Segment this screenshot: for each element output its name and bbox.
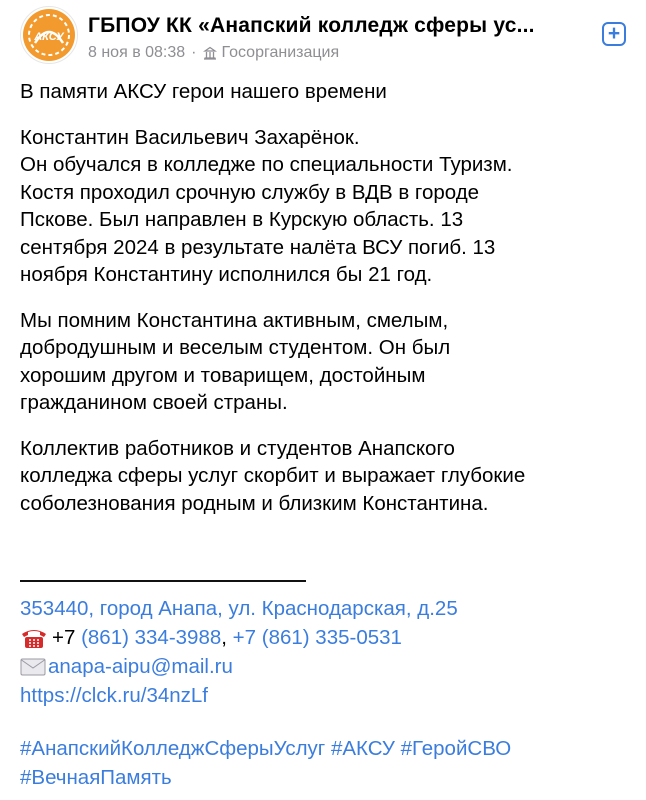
hashtag-link[interactable]: #ВечнаяПамять: [20, 766, 172, 789]
phone-line: [20, 623, 458, 652]
hashtag-link[interactable]: #АКСУ: [330, 737, 395, 760]
email-link[interactable]: anapa-aipu@mail.ru: [48, 655, 233, 678]
url-line: [20, 681, 458, 710]
avatar-text: АКСУ: [34, 31, 64, 43]
phone-prefix: +7: [52, 626, 76, 649]
text-line: Коллектив работников и студентов Анапского: [20, 436, 455, 460]
short-url-link[interactable]: https://clck.ru/34nzLf: [20, 684, 209, 707]
hashtag-line: [20, 734, 511, 763]
text-line: Он обучался в колледже по специальности Туризм.: [20, 153, 513, 176]
post-date[interactable]: 8 ноя в 08:38: [88, 44, 186, 61]
phone-2-link[interactable]: +7 (861) 335-0531: [232, 626, 402, 649]
org-type-label: Госорганизация: [221, 44, 340, 61]
telephone-icon: [20, 627, 48, 649]
envelope-icon: [20, 658, 46, 676]
college-logo-icon: [21, 7, 77, 63]
text-line: ноября Константину исполнился бы 21 год.: [20, 263, 433, 286]
text-line: гражданином своей страны.: [20, 391, 288, 414]
post-meta: [88, 44, 339, 62]
divider: [20, 580, 306, 582]
address-line: [20, 594, 458, 623]
post-text: [20, 78, 626, 535]
heading-line: В памяти АКСУ герои нашего времени: [20, 80, 387, 103]
post-header: [20, 6, 626, 66]
hashtags-block: [20, 734, 511, 792]
text-line: Константин Васильевич Захарёнок.: [20, 125, 360, 149]
text-line: сентября 2024 в результате налёта ВСУ погиб. 13: [20, 235, 496, 259]
contacts-block: [20, 594, 458, 710]
text-line: Костя проходил срочную службу в ВДВ в городе: [20, 180, 480, 204]
text-line: колледжа сферы услуг скорбит и выражает глубокие: [20, 464, 526, 487]
hashtag-link[interactable]: #АнапскийКолледжСферыУслуг: [20, 737, 326, 760]
subscribe-button[interactable]: +: [602, 22, 626, 46]
community-name[interactable]: ГБПОУ КК «Анапский колледж сферы ус...: [88, 14, 535, 37]
post-heading: [20, 78, 626, 106]
building-icon: [203, 46, 217, 60]
paragraph-2: [20, 307, 626, 417]
text-line: Пскове. Был направлен в Курскую область. 13: [20, 208, 464, 231]
phone-1-link[interactable]: (861) 334-3988: [81, 626, 222, 649]
phone-separator: ,: [221, 626, 233, 649]
hashtag-line: [20, 763, 511, 792]
text-line: добродушным и веселым студентом. Он был: [20, 336, 451, 359]
address-link[interactable]: 353440, город Анапа, ул. Краснодарская, д.25: [20, 597, 458, 620]
community-avatar[interactable]: [20, 6, 78, 64]
hashtag-link[interactable]: #ГеройСВО: [400, 737, 512, 760]
text-line: соболезнования родным и близким Константина.: [20, 491, 489, 515]
meta-separator: ·: [191, 44, 197, 61]
paragraph-3: [20, 435, 626, 518]
paragraph-1: [20, 124, 626, 289]
email-line: [20, 652, 458, 681]
text-line: Мы помним Константина активным, смелым,: [20, 308, 449, 332]
text-line: хорошим другом и товарищем, достойным: [20, 363, 426, 387]
